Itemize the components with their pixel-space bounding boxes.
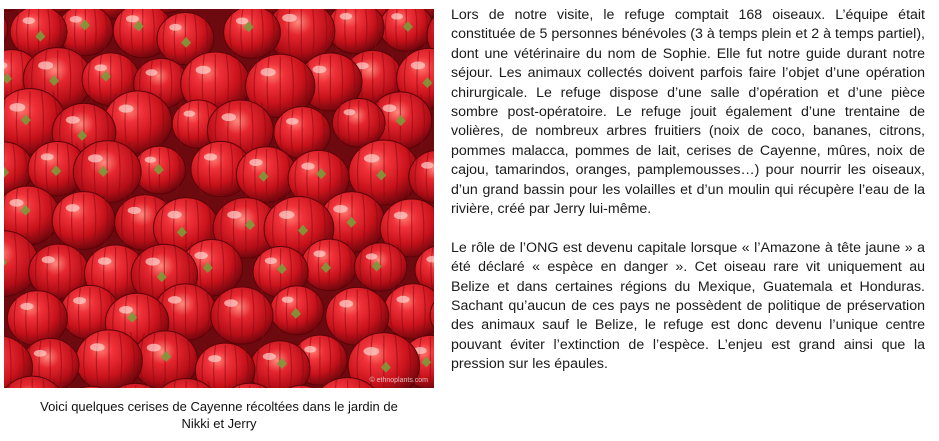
article-text bbox=[451, 6, 925, 375]
cherry-fruit bbox=[328, 9, 384, 54]
cherries-photo bbox=[4, 9, 434, 388]
cherry-fruit bbox=[76, 330, 143, 388]
cherry-fruit bbox=[380, 9, 433, 51]
cherry-fruit bbox=[332, 99, 385, 148]
cherry-fruit bbox=[224, 9, 281, 58]
cherry-fruit bbox=[7, 291, 67, 346]
photo-caption bbox=[4, 398, 434, 432]
cherry-fruit bbox=[195, 343, 255, 388]
cherry-fruit bbox=[211, 287, 273, 344]
cayenne-cherries-image bbox=[4, 9, 434, 388]
cherry-fruit bbox=[250, 341, 310, 388]
paragraph-1: Lors de notre visite, le refuge comptait 168 oiseaux. L’équipe était constituée de 5 personnes bénévoles (3 à temps plein et 2 à temps partiel), dont une vétérinaire du nom de Sophie. Elle fut notre guide durant notre séjour. Les animaux collectés doivent parfois faire l’objet d’une opération chirurgicale. Le refuge dispose d’une salle d’opération et d’une pièce sombre post-opératoire. Le refuge jouit également d’une trentaine de volières, de nombreux arbres fruitiers (noix de coco, bananes, citrons, pommes malacca, pommes de lait, cerises de Cayenne, mûres, noix de cajou, tamarindos, oranges, pamplemousses…) pour nourrir les oiseaux, d’un grand bassin pour les volailles et d’un moulin qui récupère l’eau de la rivière, créé par Jerry lui-même. bbox=[451, 7, 925, 218]
cherry-fruit bbox=[354, 243, 406, 291]
caption-line-1: Voici quelques cerises de Cayenne récoltées dans le jardin de bbox=[40, 399, 398, 414]
cherry-fruit bbox=[236, 147, 296, 202]
paragraph-2: Le rôle de l’ONG est devenu capitale lorsque « l’Amazone à tête jaune » a été déclaré « espèce en danger ». Cet oiseau rare vit uniquement au Belize et dans certaines régions du Mexique, Guatemala et Honduras. Sachant qu’aucun de ces pays ne possèdent de politique de préservation des animaux sauf le Belize, le refuge est donc devenu l’unique centre pouvant éviter l’extinction de l’espèce. L’enjeu est grand ainsi que la pression sur les épaules. bbox=[451, 239, 925, 373]
cherry-fruit bbox=[52, 192, 115, 250]
cherry-fruit bbox=[270, 286, 323, 335]
caption-line-2: Nikki et Jerry bbox=[181, 416, 257, 431]
image-watermark: © ethnoplants.com bbox=[369, 377, 428, 384]
cherry-fruit bbox=[301, 239, 357, 291]
